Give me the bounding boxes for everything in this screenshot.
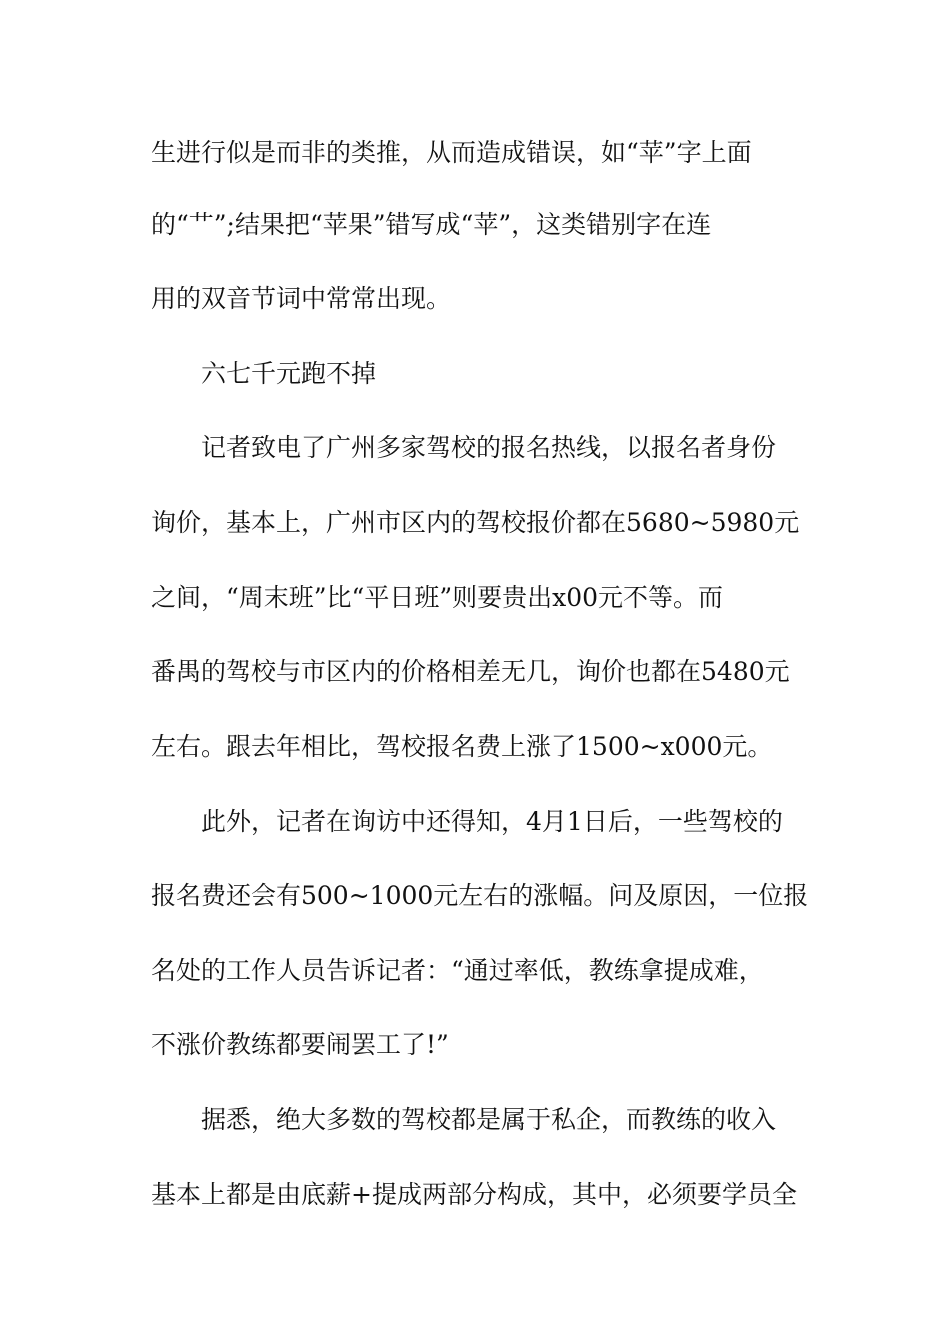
text-line: 不涨价教练都要闹罢工了!” (151, 1030, 449, 1059)
text-line: 左右。跟去年相比，驾校报名费上涨了1500~x000元。 (151, 732, 773, 761)
text-line: 生进行似是而非的类推，从而造成错误，如“苹”字上面 (151, 138, 752, 167)
text-line: 询价，基本上，广州市区内的驾校报价都在5680~5980元 (151, 508, 800, 537)
text-line: 此外，记者在询访中还得知，4月1日后，一些驾校的 (201, 807, 783, 836)
text-line: 之间，“周末班”比“平日班”则要贵出x00元不等。而 (151, 583, 724, 612)
text-line: 番禺的驾校与市区内的价格相差无几，询价也都在5480元 (151, 657, 790, 686)
section-heading: 六七千元跑不掉 (201, 359, 377, 388)
text-line: 据悉，绝大多数的驾校都是属于私企，而教练的收入 (201, 1105, 777, 1134)
text-line: 用的双音节词中常常出现。 (151, 284, 452, 313)
text-line: 记者致电了广州多家驾校的报名热线，以报名者身份 (201, 433, 777, 462)
text-line: 基本上都是由底薪+提成两部分构成，其中，必须要学员全 (151, 1180, 797, 1209)
text-line: 的“艹”;结果把“苹果”错写成“苹”，这类错别字在连 (151, 210, 712, 239)
text-line: 报名费还会有500~1000元左右的涨幅。问及原因，一位报 (151, 881, 809, 910)
text-line: 名处的工作人员告诉记者：“通过率低，教练拿提成难， (151, 956, 764, 985)
